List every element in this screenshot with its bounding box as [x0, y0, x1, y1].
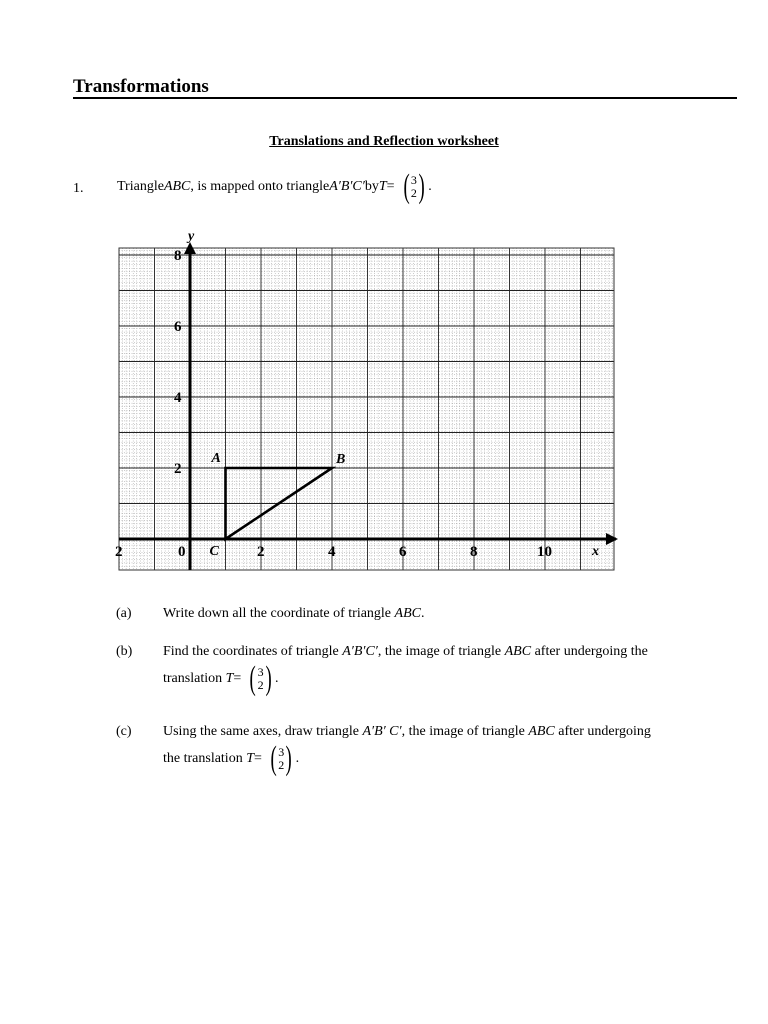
page-title: Transformations	[73, 76, 209, 97]
part-b-vector: ( 3 2 )	[249, 660, 272, 697]
part-c-vector: ( 3 2 )	[270, 740, 293, 777]
part-b-end: .	[274, 671, 279, 686]
grid-border	[119, 248, 614, 570]
part-c-vector-x: 3	[278, 745, 285, 759]
triangle-abc-label: ABC	[163, 179, 191, 194]
vector-x: 3	[410, 173, 417, 187]
equals-sign: =	[386, 179, 395, 194]
question-text-pre: Triangle	[117, 179, 164, 194]
worksheet-subtitle: Translations and Reflection worksheet	[269, 134, 499, 149]
y-tick-label: 6	[174, 319, 182, 335]
part-b-vector-x: 3	[257, 665, 264, 679]
image-triangle-label: A′B′C′	[329, 179, 365, 194]
part-a-end: .	[420, 606, 425, 621]
part-c-line1-post: after undergoing	[554, 724, 651, 739]
part-b-abc: ABC	[504, 644, 532, 659]
x-tick-label: 2	[257, 544, 265, 560]
part-c-line2	[163, 742, 299, 776]
part-c-abc: ABC	[528, 724, 555, 739]
part-a-text	[163, 606, 424, 622]
part-b-eq: =	[233, 671, 242, 686]
part-b-t: T	[225, 671, 234, 686]
x-tick-label: 10	[537, 544, 552, 560]
x-tick-label: 4	[328, 544, 336, 560]
x-axis-label: x	[592, 544, 599, 559]
part-b-image: A′B′C′	[342, 644, 378, 659]
translation-vector: ( 3 2 )	[403, 168, 425, 205]
part-c-eq: =	[254, 751, 262, 766]
x-axis-arrow	[606, 533, 618, 545]
question-end: .	[428, 179, 432, 194]
y-axis-label: y	[188, 229, 195, 244]
part-c-line1	[163, 724, 651, 740]
x-tick-label: 2	[115, 544, 123, 560]
part-c-line2-pre: the translation	[163, 751, 243, 766]
question-number: 1.	[73, 181, 84, 196]
x-tick-label: 6	[399, 544, 407, 560]
question-text-by: by	[364, 179, 379, 194]
part-a-label: (a)	[116, 606, 132, 621]
translation-symbol: T	[378, 179, 387, 194]
part-b-vector-y: 2	[257, 678, 264, 692]
part-a-abc: ABC	[394, 606, 421, 621]
part-b-line1-mid: , the image of triangle	[377, 644, 505, 659]
part-b-line2	[163, 662, 278, 696]
part-c-line1-pre: Using the same axes, draw triangle	[163, 724, 363, 739]
vertex-label-a: A	[211, 451, 221, 466]
part-b-line1	[163, 644, 648, 660]
part-b-line1-pre: Find the coordinates of triangle	[163, 644, 343, 659]
part-c-vector-y: 2	[278, 758, 285, 772]
vector-y: 2	[410, 186, 417, 200]
y-tick-label: 4	[174, 390, 182, 406]
x-tick-label: 0	[178, 544, 186, 560]
part-c-end: .	[295, 751, 300, 766]
vertex-label-b: B	[336, 452, 346, 467]
part-c-label: (c)	[116, 724, 132, 739]
part-c-t: T	[246, 751, 254, 766]
part-b-line2-pre: translation	[163, 671, 223, 686]
part-c-image: A′B′ C′	[362, 724, 402, 739]
x-tick-label: 8	[470, 544, 478, 560]
vertex-label-c: C	[209, 544, 219, 559]
part-b-label: (b)	[116, 644, 133, 659]
part-b-line1-post: after undergoing the	[531, 644, 648, 659]
part-c-line1-mid: , the image of triangle	[401, 724, 529, 739]
y-tick-label: 2	[174, 461, 182, 477]
y-tick-label: 8	[174, 248, 182, 264]
question-text-mid: , is mapped onto triangle	[190, 179, 330, 194]
part-a-text-main: Write down all the coordinate of triangle	[163, 606, 395, 621]
